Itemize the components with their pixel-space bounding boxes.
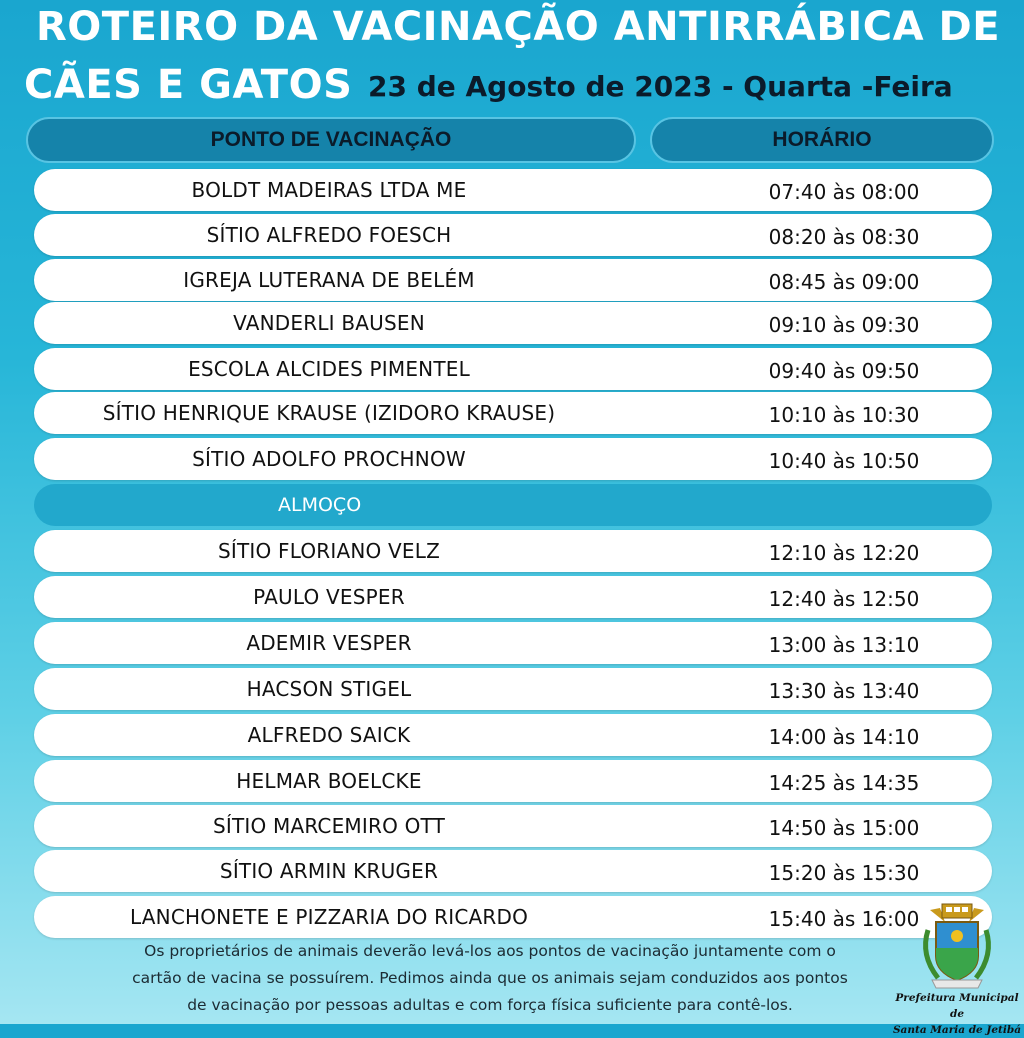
footer-line: Os proprietários de animais deverão levá-los aos pontos de vacinação juntamente com o: [144, 942, 836, 960]
table-row: [34, 714, 992, 756]
footer-line: de vacinação por pessoas adultas e com força física suficiente para contê-los.: [187, 996, 793, 1014]
row-location: SÍTIO FLORIANO VELZ: [218, 539, 440, 563]
municipal-coat-of-arms-icon: [890, 900, 1024, 992]
table-row: [34, 576, 992, 618]
lunch-break-label: ALMOÇO: [278, 494, 362, 516]
row-time: 15:20 às 15:30: [768, 861, 920, 885]
row-location: LANCHONETE E PIZZARIA DO RICARDO: [129, 905, 529, 929]
table-row: [34, 348, 992, 390]
row-location: SÍTIO ADOLFO PROCHNOW: [192, 447, 466, 471]
row-time: 07:40 às 08:00: [768, 180, 920, 204]
row-location: ESCOLA ALCIDES PIMENTEL: [188, 357, 470, 381]
row-time: 13:30 às 13:40: [768, 679, 920, 703]
lunch-break-bar: [34, 484, 992, 526]
row-location: IGREJA LUTERANA DE BELÉM: [183, 268, 475, 292]
row-location: SÍTIO HENRIQUE KRAUSE (IZIDORO KRAUSE): [102, 401, 556, 425]
row-location: SÍTIO MARCEMIRO OTT: [212, 814, 446, 838]
table-row: [34, 392, 992, 434]
row-time: 12:10 às 12:20: [768, 541, 920, 565]
row-time: 15:40 às 16:00: [768, 907, 920, 931]
row-time: 12:40 às 12:50: [768, 587, 920, 611]
row-location: VANDERLI BAUSEN: [233, 311, 425, 335]
table-row: [34, 805, 992, 847]
table-row: [34, 259, 992, 301]
row-time: 08:20 às 08:30: [768, 225, 920, 249]
municipal-logo: [890, 900, 1024, 1036]
logo-caption-line: Prefeitura Municipal de: [895, 992, 1019, 1020]
row-time: 10:10 às 10:30: [768, 403, 920, 427]
footer-line: cartão de vacina se possuírem. Pedimos ainda que os animais sejam conduzidos aos pontos: [132, 969, 848, 987]
row-location: HACSON STIGEL: [246, 677, 412, 701]
row-time: 14:25 às 14:35: [768, 771, 920, 795]
table-row: [34, 850, 992, 892]
table-row: [34, 668, 992, 710]
logo-caption-line: Santa Maria de Jetibá: [892, 1024, 1022, 1036]
row-time: 14:00 às 14:10: [768, 725, 920, 749]
row-time: 09:40 às 09:50: [768, 359, 920, 383]
row-time: 08:45 às 09:00: [768, 270, 920, 294]
row-time: 13:00 às 13:10: [768, 633, 920, 657]
table-row: [34, 530, 992, 572]
table-row: [34, 760, 992, 802]
footer-notice: [90, 938, 890, 1019]
row-time: 09:10 às 09:30: [768, 313, 920, 337]
table-row: [34, 169, 992, 211]
table-row: [34, 438, 992, 480]
logo-caption: [890, 990, 1024, 1038]
table-row: [34, 896, 992, 938]
table-row: [34, 214, 992, 256]
page-title-line2: CÃES E GATOS: [24, 62, 353, 108]
row-time: 14:50 às 15:00: [768, 816, 920, 840]
table-row: [34, 622, 992, 664]
row-location: SÍTIO ARMIN KRUGER: [219, 859, 439, 883]
event-date: 23 de Agosto de 2023 - Quarta -Feira: [368, 70, 953, 103]
row-location: PAULO VESPER: [253, 585, 405, 609]
row-location: SÍTIO ALFREDO FOESCH: [206, 223, 452, 247]
row-location: BOLDT MADEIRAS LTDA ME: [191, 178, 467, 202]
table-row: [34, 302, 992, 344]
row-time: 10:40 às 10:50: [768, 449, 920, 473]
row-location: ALFREDO SAICK: [247, 723, 411, 747]
row-location: ADEMIR VESPER: [246, 631, 412, 655]
column-header-location: PONTO DE VACINAÇÃO: [26, 117, 636, 163]
page-title-line1: ROTEIRO DA VACINAÇÃO ANTIRRÁBICA DE: [36, 4, 1001, 50]
row-location: HELMAR BOELCKE: [236, 769, 422, 793]
column-header-time: HORÁRIO: [650, 117, 994, 163]
